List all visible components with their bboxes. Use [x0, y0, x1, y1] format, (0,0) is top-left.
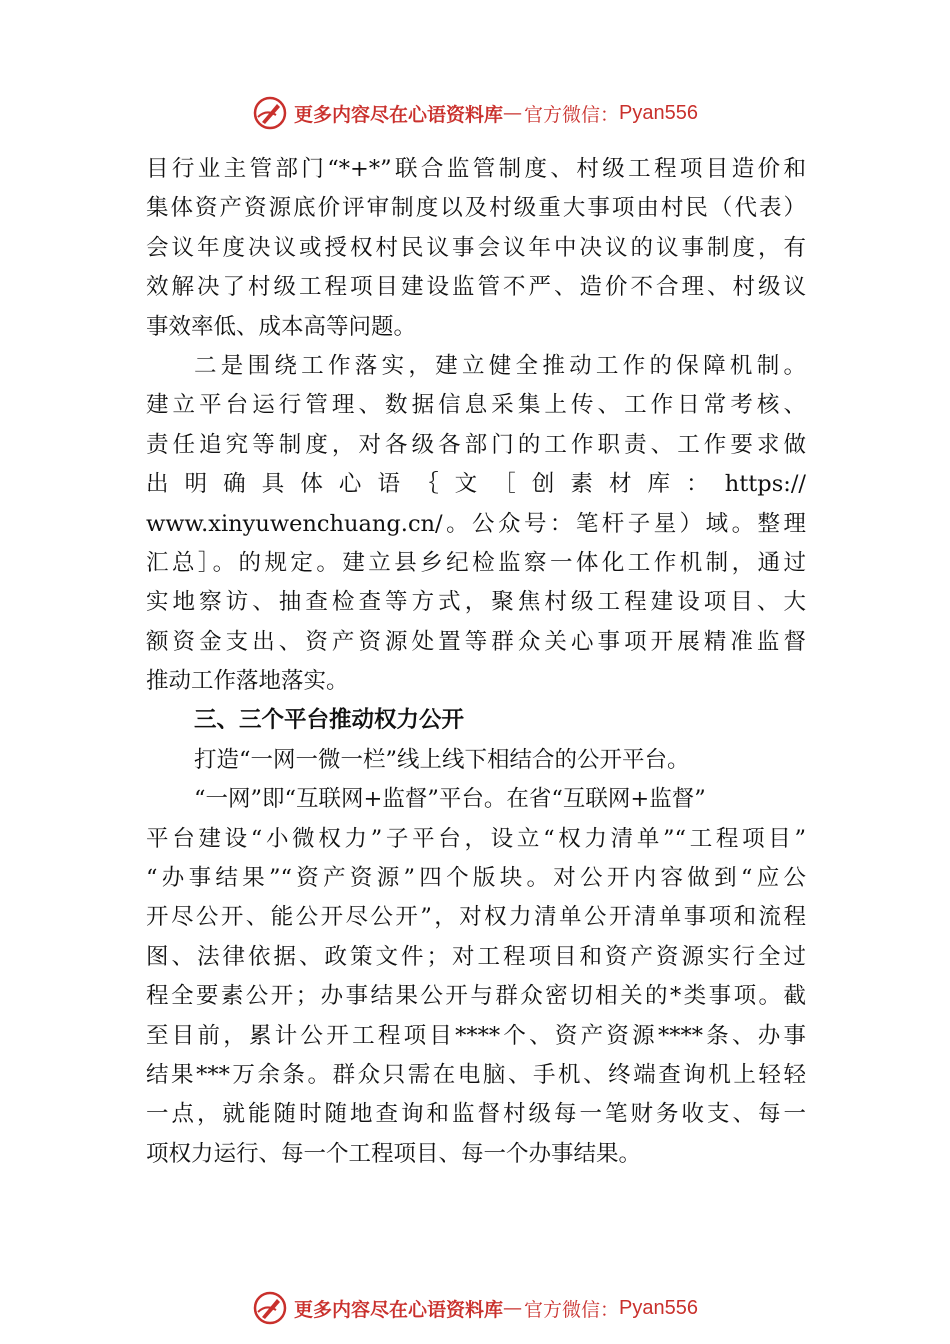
- text-line: 实地察访、抽查检查等方式，聚焦村级工程建设项目、大: [146, 589, 806, 616]
- text-line: 至目前，累计公开工程项目****个、资产资源****条、办事: [146, 1022, 806, 1049]
- text-line: 目行业主管部门“*+*”联合监管制度、村级工程项目造价和: [146, 156, 806, 182]
- banner-contact-label: 官方微信：: [524, 1298, 620, 1321]
- banner-site-name: 更多内容尽在心语资料库: [294, 103, 504, 126]
- text-line: 图、法律依据、政策文件；对工程项目和资产资源实行全过: [146, 943, 806, 970]
- text-line: 汇总］。的规定。建立县乡纪检监察一体化工作机制，通过: [146, 549, 806, 576]
- text-line: 二是围绕工作落实，建立健全推动工作的保障机制。: [194, 352, 806, 379]
- banner-contact-handle: Pyan556: [619, 1296, 698, 1319]
- banner-separator: —: [503, 102, 523, 124]
- text-line: “一网”即“互联网+监督”平台。在省“互联网+监督”: [194, 786, 706, 813]
- text-line: 程全要素公开；办事结果公开与群众密切相关的*类事项。截: [146, 983, 806, 1010]
- banner-contact-handle: Pyan556: [619, 101, 698, 124]
- text-line: 集体资产资源底价评审制度以及村级重大事项由村民（代表）: [146, 195, 806, 222]
- text-line: 会议年度决议或授权村民议事会议年中决议的议事制度，有: [146, 234, 806, 261]
- text-line: 效解决了村级工程项目建设监管不严、造价不合理、村级议: [146, 274, 806, 301]
- text-line: 事效率低、成本高等问题。: [146, 313, 417, 340]
- text-line: “办事结果”“资产资源”四个版块。对公开内容做到“应公: [146, 865, 806, 892]
- document-body: [146, 150, 806, 1174]
- footer-banner: [0, 1288, 950, 1328]
- text-line: 责任追究等制度，对各级各部门的工作职责、工作要求做: [146, 431, 806, 458]
- text-line: 打造“一网一微一栏”线上线下相结合的公开平台。: [194, 746, 690, 773]
- pen-logo-icon: [252, 1290, 288, 1326]
- text-line: 一点，就能随时随地查询和监督村级每一笔财务收支、每一: [146, 1101, 806, 1128]
- text-line: 推动工作落地落实。: [146, 668, 349, 695]
- pen-logo-icon: [252, 95, 288, 131]
- text-line: 项权力运行、每一个工程项目、每一个办事结果。: [146, 1140, 642, 1167]
- text-line: 结果***万余条。群众只需在电脑、手机、终端查询机上轻轻: [146, 1061, 806, 1088]
- text-line: 建立平台运行管理、数据信息采集上传、工作日常考核、: [146, 392, 806, 419]
- banner-separator: —: [503, 1297, 523, 1319]
- text-line: 平台建设“小微权力”子平台，设立“权力清单”“工程项目”: [146, 825, 806, 852]
- text-line: 额资金支出、资产资源处置等群众关心事项开展精准监督: [146, 628, 806, 655]
- text-line: www.xinyuwenchuang.cn/。公众号：笔杆子星）域。整理: [146, 510, 806, 537]
- section-heading: 三、三个平台推动权力公开: [194, 707, 465, 734]
- banner-contact-label: 官方微信：: [524, 103, 620, 126]
- banner-site-name: 更多内容尽在心语资料库: [294, 1298, 504, 1321]
- text-line: 出明确具体心语｛文［创素材库：https://: [146, 471, 806, 498]
- text-line: 开尽公开、能公开尽公开”，对权力清单公开清单事项和流程: [146, 904, 806, 931]
- header-banner: [0, 93, 950, 133]
